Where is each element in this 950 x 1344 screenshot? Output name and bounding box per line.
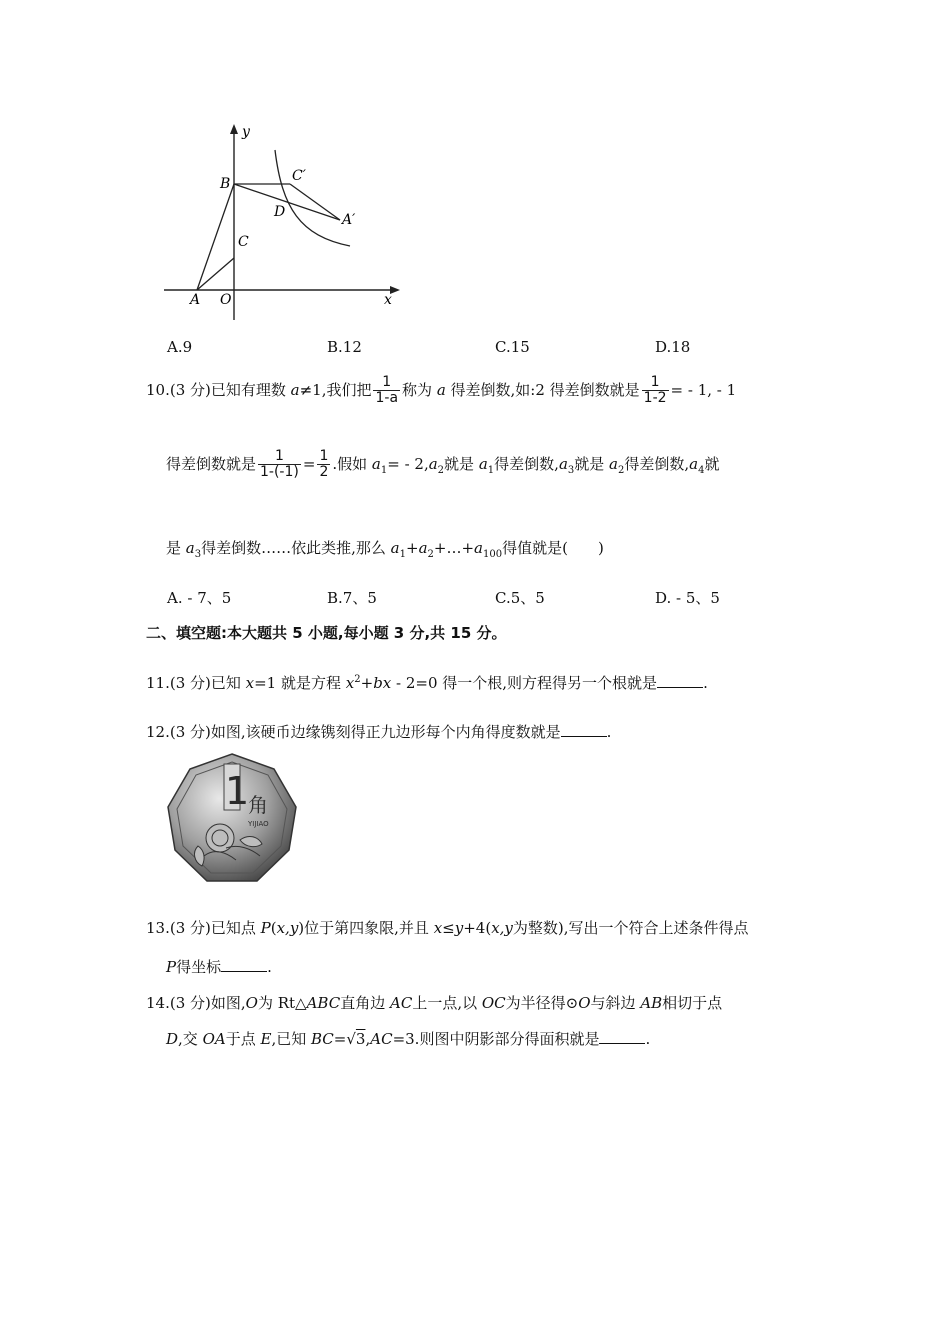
answer-blank [221, 959, 267, 972]
geometry-figure [150, 118, 410, 328]
q9-option-c: C.15 [495, 338, 530, 356]
q11: 11.(3 分)已知 x=1 就是方程 $x^2+bx - 2=0$ 得一个根,则方程得另一个根就是 . [146, 674, 708, 692]
fraction-1-over-1-2: $\frac{1}{1-2}$ [643, 374, 667, 407]
answer-blank [657, 675, 703, 688]
coin-pinyin: YIJIAO [248, 820, 269, 828]
coin-image [164, 752, 300, 888]
q14-line2: D,交 OA于点 E,已知 BC=√3,AC=3.则图中阴影部分得面积就是 . [166, 1030, 651, 1048]
x-axis-label: x [384, 292, 392, 308]
section-heading: 二、填空题:本大题共 5 小题,每小题 3 分,共 15 分。 [146, 624, 507, 642]
point-label-A-prime: A′ [342, 212, 356, 228]
point-label-C: C [238, 234, 249, 250]
q14-line1: 14.(3 分)如图,O为 Rt△ABC直角边 AC上一点,以 OC为半径得⊙O与斜边 AB相切于点 [146, 994, 723, 1012]
q10-line3: 是 $a_3$得差倒数……依此类推,那么 $a_1+a_2+\dots+a_{100}$得值就是( ) [166, 539, 604, 560]
sqrt-symbol: √ [346, 1030, 356, 1048]
q10-line1: 10.(3 分)已知有理数 a≠1,我们把 $\frac{1}{1-a}$ 称为 a 得差倒数,如:2 得差倒数就是 $\frac{1}{1-2}$ = - 1, - 1 [146, 374, 737, 407]
q10-option-d: D. - 5、5 [655, 589, 720, 607]
q10-option-b: B.7、5 [327, 589, 377, 607]
q10-line2: 得差倒数就是 $\frac{1}{1-(-1)}$ = $\frac{1}{2}$ .假如 $a_1= - 2,a_2$就是 $a_1$得差倒数$,a_3$就是 $a_2$得差倒数$,a_4$就 [166, 448, 720, 481]
q13-line2: P得坐标 . [166, 958, 272, 976]
point-label-A: A [190, 292, 201, 308]
fraction-1-over-1-minus-neg1: $\frac{1}{1-(-1)}$ [260, 448, 299, 481]
point-label-O: O [220, 292, 232, 308]
q13-line1: 13.(3 分)已知点 P(x,y)位于第四象限,并且 x≤y+4(x,y为整数),写出一个符合上述条件得点 [146, 919, 749, 937]
point-label-C-prime: C′ [292, 168, 306, 184]
y-axis-label: y [242, 124, 250, 140]
point-label-B: B [220, 176, 231, 192]
q9-option-d: D.18 [655, 338, 691, 356]
q9-option-a: A.9 [167, 338, 193, 356]
q10-option-c: C.5、5 [495, 589, 545, 607]
q9-option-b: B.12 [327, 338, 362, 356]
q12: 12.(3 分)如图,该硬币边缘镌刻得正九边形每个内角得度数就是 . [146, 723, 612, 741]
answer-blank [561, 724, 607, 737]
coin-character: 角 [248, 793, 268, 817]
answer-blank [599, 1031, 645, 1044]
fraction-1-over-1-a: $\frac{1}{1-a}$ [375, 374, 399, 407]
q10-option-a: A. - 7、5 [167, 589, 232, 607]
coin-numeral: 1 [225, 769, 250, 813]
point-label-D: D [274, 204, 286, 220]
fraction-1-over-2: $\frac{1}{2}$ [319, 448, 329, 481]
